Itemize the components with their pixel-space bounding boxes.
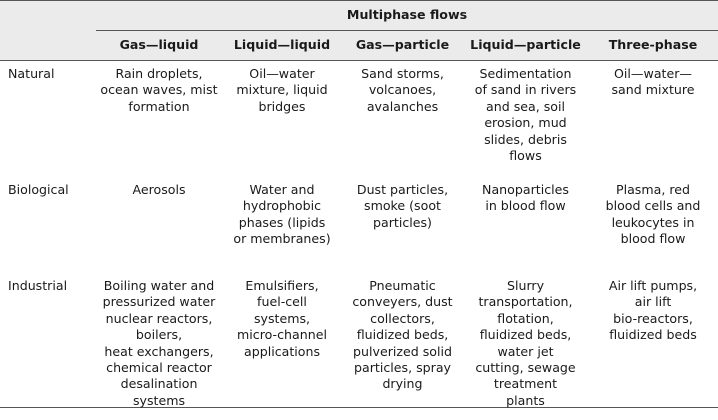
cell-line: Sand storms, xyxy=(346,66,459,82)
cell-line: flows xyxy=(467,148,584,164)
cell-line: Water and xyxy=(226,182,338,198)
cell-line: heat exchangers, xyxy=(100,344,218,360)
cell-line: systems xyxy=(100,393,218,409)
cell-line: fluidized beds, xyxy=(467,327,584,343)
group-header-row xyxy=(0,1,718,31)
cell-line: pressurized water xyxy=(100,294,218,310)
cell-line: blood flow xyxy=(592,231,714,247)
table-cell xyxy=(463,273,588,420)
cell-line: Emulsifiers, xyxy=(226,278,338,294)
cell-line: slides, debris xyxy=(467,132,584,148)
cell-line: blood cells and xyxy=(592,198,714,214)
cell-line: Rain droplets, xyxy=(100,66,218,82)
column-header-row xyxy=(0,31,718,61)
table-row xyxy=(0,273,718,420)
cell-line: boilers, xyxy=(100,327,218,343)
row-label: Industrial xyxy=(0,273,96,420)
cell-line: mixture, liquid xyxy=(226,82,338,98)
table-cell xyxy=(342,177,463,273)
table-cell xyxy=(222,177,342,273)
cell-line: volcanoes, xyxy=(346,82,459,98)
column-header-liquid-particle: Liquid—particle xyxy=(463,31,588,61)
cell-line: Dust particles, xyxy=(346,182,459,198)
cell-line: collectors, xyxy=(346,311,459,327)
column-header-liquid-liquid: Liquid—liquid xyxy=(222,31,342,61)
cell-line: ocean waves, mist xyxy=(100,82,218,98)
cell-line: particles) xyxy=(346,215,459,231)
cell-line: water jet xyxy=(467,344,584,360)
table-cell xyxy=(342,61,463,178)
cell-line: pulverized solid xyxy=(346,344,459,360)
cell-line: Oil—water xyxy=(226,66,338,82)
cell-line: erosion, mud xyxy=(467,115,584,131)
cell-line: Slurry xyxy=(467,278,584,294)
cell-line: systems, xyxy=(226,311,338,327)
cell-line: Sedimentation xyxy=(467,66,584,82)
table-cell xyxy=(96,273,222,420)
cell-line: conveyers, dust xyxy=(346,294,459,310)
table-cell xyxy=(588,273,718,420)
table-row xyxy=(0,61,718,178)
row-label: Natural xyxy=(0,61,96,178)
cell-line: Oil—water— xyxy=(592,66,714,82)
cell-line: cutting, sewage xyxy=(467,360,584,376)
table-cell xyxy=(342,273,463,420)
cell-line: Boiling water and xyxy=(100,278,218,294)
cell-line: smoke (soot xyxy=(346,198,459,214)
cell-line: desalination xyxy=(100,376,218,392)
cell-line: or membranes) xyxy=(226,231,338,247)
cell-line: flotation, xyxy=(467,311,584,327)
group-header-multiphase-flows: Multiphase flows xyxy=(96,1,718,31)
cell-line: in blood flow xyxy=(467,198,584,214)
cell-line: bridges xyxy=(226,99,338,115)
table-cell xyxy=(588,177,718,273)
table-cell xyxy=(222,273,342,420)
cell-line: particles, spray xyxy=(346,360,459,376)
cell-line: fluidized beds, xyxy=(346,327,459,343)
cell-line: Aerosols xyxy=(100,182,218,198)
table-cell xyxy=(222,61,342,178)
cell-line: Air lift pumps, xyxy=(592,278,714,294)
row-label: Biological xyxy=(0,177,96,273)
cell-line: transportation, xyxy=(467,294,584,310)
column-header-gas-particle: Gas—particle xyxy=(342,31,463,61)
table-cell xyxy=(96,61,222,178)
column-header-gas-liquid: Gas—liquid xyxy=(96,31,222,61)
table-cell xyxy=(588,61,718,178)
column-header-three-phase: Three-phase xyxy=(588,31,718,61)
cell-line: nuclear reactors, xyxy=(100,311,218,327)
cell-line: leukocytes in xyxy=(592,215,714,231)
cell-line: phases (lipids xyxy=(226,215,338,231)
cell-line: applications xyxy=(226,344,338,360)
cell-line: and sea, soil xyxy=(467,99,584,115)
cell-line: plants xyxy=(467,393,584,409)
cell-line: fuel-cell xyxy=(226,294,338,310)
cell-line: air lift xyxy=(592,294,714,310)
cell-line: avalanches xyxy=(346,99,459,115)
cell-line: of sand in rivers xyxy=(467,82,584,98)
table-row xyxy=(0,177,718,273)
cell-line: Nanoparticles xyxy=(467,182,584,198)
cell-line: hydrophobic xyxy=(226,198,338,214)
table-cell xyxy=(96,177,222,273)
cell-line: micro-channel xyxy=(226,327,338,343)
cell-line: Plasma, red xyxy=(592,182,714,198)
table-body xyxy=(0,61,718,420)
row-header-corner xyxy=(0,1,96,31)
table-cell xyxy=(463,177,588,273)
table-cell xyxy=(463,61,588,178)
column-header-corner xyxy=(0,31,96,61)
cell-line: formation xyxy=(100,99,218,115)
cell-line: drying xyxy=(346,376,459,392)
cell-line: sand mixture xyxy=(592,82,714,98)
cell-line: bio-reactors, xyxy=(592,311,714,327)
cell-line: Pneumatic xyxy=(346,278,459,294)
cell-line: chemical reactor xyxy=(100,360,218,376)
cell-line: treatment xyxy=(467,376,584,392)
cell-line: fluidized beds xyxy=(592,327,714,343)
